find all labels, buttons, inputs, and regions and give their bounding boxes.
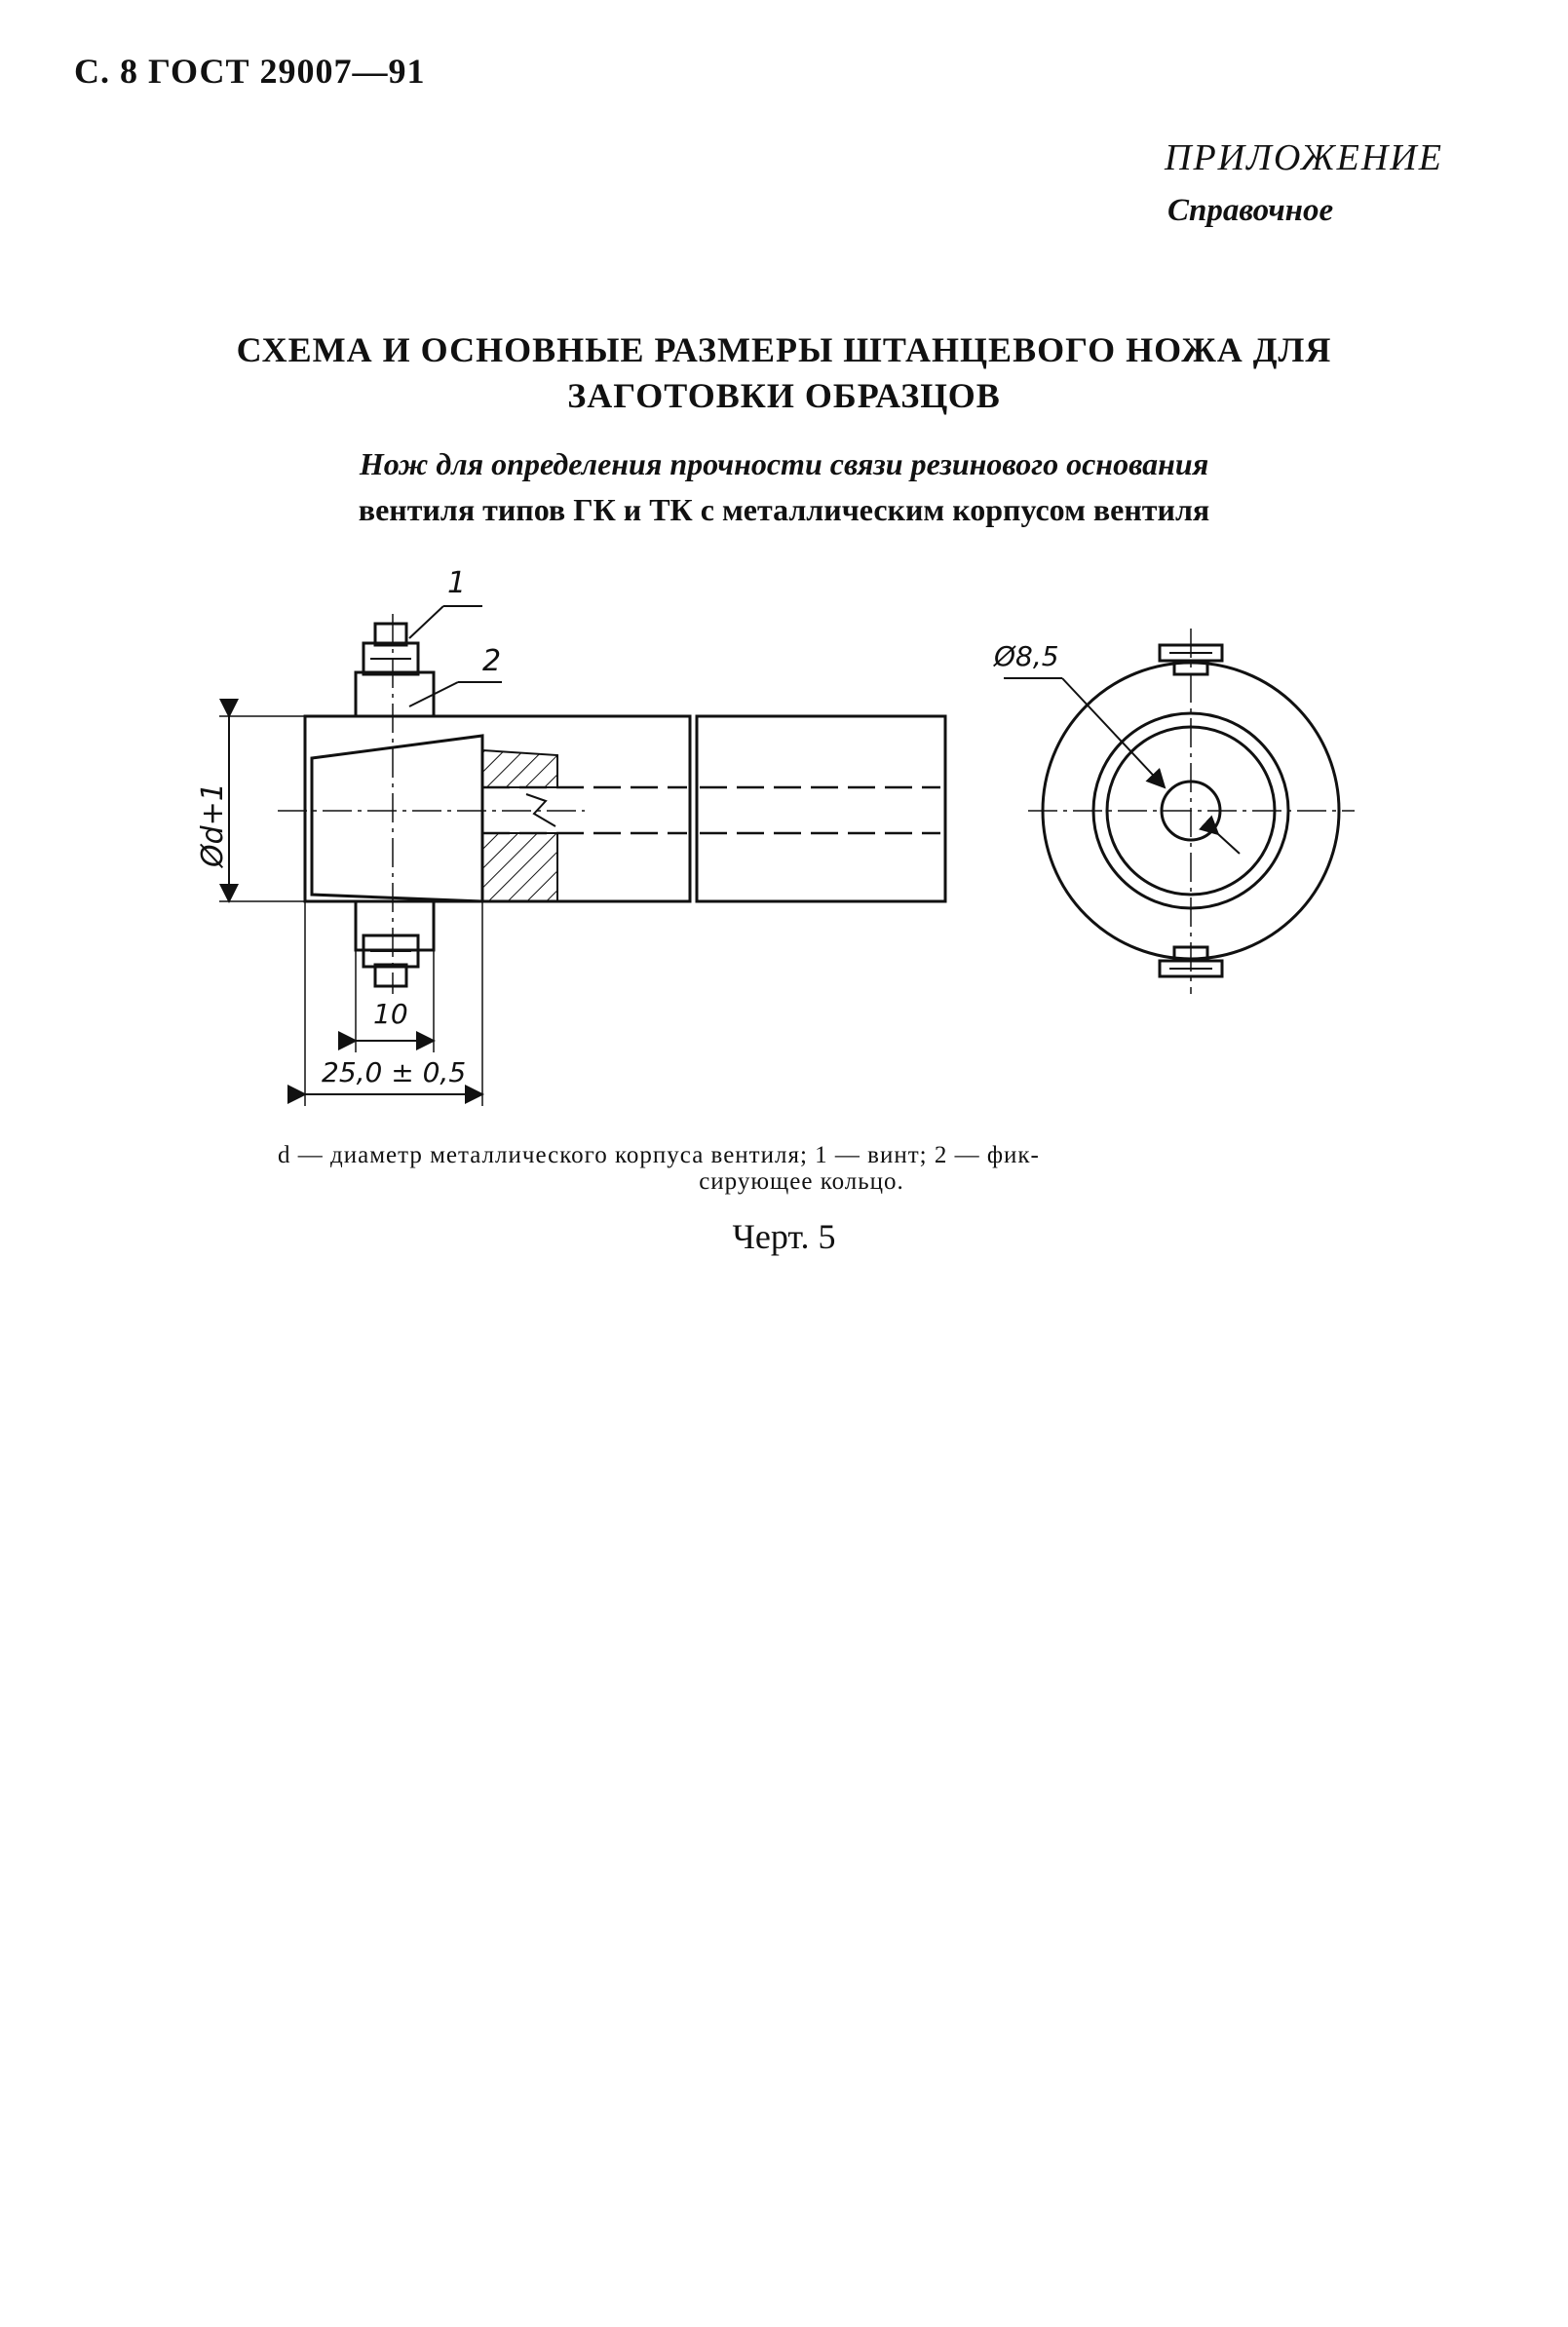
callout-1: 1 [447, 566, 467, 600]
technical-drawing [0, 0, 1568, 1130]
caption-line-2: сирующее кольцо. [699, 1168, 904, 1195]
document-title-line-1: СХЕМА И ОСНОВНЫЕ РАЗМЕРЫ ШТАНЦЕВОГО НОЖА ДЛЯ [236, 330, 1332, 369]
figure-label: Черт. 5 [732, 1217, 836, 1256]
document-title-line-2: ЗАГОТОВКИ ОБРАЗЦОВ [567, 376, 1001, 415]
front-view [1004, 629, 1355, 994]
document-subtitle-line-1: Нож для определения прочности связи резинового основания [359, 446, 1209, 481]
appendix-label: ПРИЛОЖЕНИЕ [1165, 137, 1443, 178]
caption-line-1: d — диаметр металлического корпуса вентиля; 1 — винт; 2 — фик- [278, 1142, 1040, 1168]
dimension-10: 10 [373, 998, 408, 1030]
figure-caption [278, 1142, 1325, 1195]
dimension-25: 25,0 ± 0,5 [322, 1056, 467, 1088]
callout-2: 2 [482, 644, 502, 678]
dimension-bore: Ø8,5 [994, 640, 1059, 672]
side-view [219, 606, 945, 1106]
page-header: С. 8 ГОСТ 29007—91 [74, 52, 426, 91]
document-subtitle-line-2: вентиля типов ГК и ТК с металлическим корпусом вентиля [358, 492, 1210, 527]
dimension-diameter: Ød+1 [196, 782, 230, 867]
appendix-type: Справочное [1167, 193, 1334, 228]
